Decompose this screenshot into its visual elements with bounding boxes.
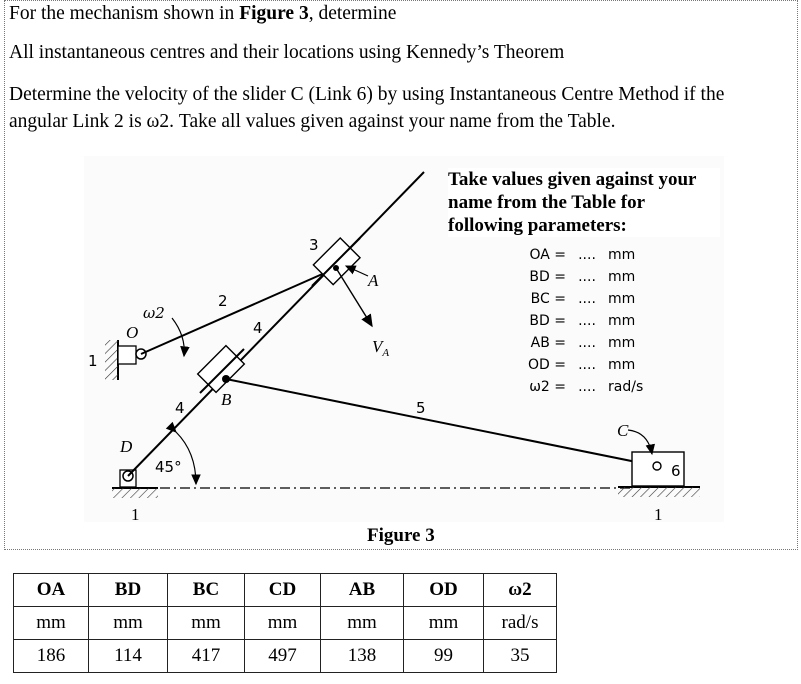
parameter-dots: .... xyxy=(578,357,596,373)
table-header-cell: CD xyxy=(245,574,321,607)
table-value-cell: 186 xyxy=(14,640,89,673)
label-B: B xyxy=(221,390,232,409)
parameter-row xyxy=(476,379,643,401)
parameter-label: AB = xyxy=(530,335,566,351)
parameter-label: BD = xyxy=(529,269,566,285)
parameter-dots: .... xyxy=(578,379,596,395)
label-link-4-upper: 4 xyxy=(253,319,263,337)
parameter-row xyxy=(476,335,643,357)
label-D: D xyxy=(120,437,133,456)
parameter-unit: mm xyxy=(608,291,636,307)
ground-D-hatch xyxy=(112,488,158,498)
ground-left-hatch xyxy=(105,340,118,380)
parameter-label: OA = xyxy=(529,247,566,263)
parameter-unit: mm xyxy=(608,335,636,351)
parameter-dots: .... xyxy=(578,291,596,307)
parameter-dots: .... xyxy=(578,247,596,263)
parameter-label: ω2 = xyxy=(529,379,566,395)
label-VA: $V_A$ xyxy=(372,337,390,359)
table-header-cell: BC xyxy=(168,574,245,607)
label-link-5: 5 xyxy=(416,399,426,417)
parameter-row xyxy=(476,313,643,335)
label-link-6: 6 xyxy=(671,462,681,480)
table-units-row xyxy=(14,607,557,640)
parameter-unit: mm xyxy=(608,247,636,263)
label-link-4-lower: 4 xyxy=(175,399,185,417)
table-unit-cell: mm xyxy=(168,607,245,640)
pin-C xyxy=(653,462,661,470)
parameter-dots: .... xyxy=(578,313,596,329)
table-value-cell: 99 xyxy=(404,640,484,673)
table-unit-cell: mm xyxy=(321,607,404,640)
table-value-cell: 497 xyxy=(245,640,321,673)
label-A: A xyxy=(368,271,379,290)
parameter-unit: mm xyxy=(608,269,636,285)
parameter-unit: mm xyxy=(608,357,636,373)
table-header-cell: AB xyxy=(321,574,404,607)
table-value-cell: 35 xyxy=(484,640,557,673)
parameter-unit: rad/s xyxy=(608,379,644,395)
parameter-label: OD = xyxy=(528,357,566,373)
label-O: O xyxy=(126,323,139,342)
parameter-dots: .... xyxy=(578,335,596,351)
question-line-1: For the mechanism shown in Figure 3, determine xyxy=(9,3,397,24)
question-line-3: Determine the velocity of the slider C (Link 6) by using Instantaneous Centre Method if the xyxy=(9,84,725,105)
pivot-O-block xyxy=(118,346,136,364)
label-ground-left: 1 xyxy=(88,352,98,370)
parameter-row xyxy=(476,357,643,379)
figure-caption: Figure 3 xyxy=(367,525,435,546)
label-link-2: 2 xyxy=(218,292,228,310)
question-line-2: All instantaneous centres and their locations using Kennedy’s Theorem xyxy=(9,42,565,63)
parameter-row xyxy=(476,291,643,313)
label-angle: 45° xyxy=(155,458,182,476)
parameter-dots: .... xyxy=(578,269,596,285)
table-value-cell: 417 xyxy=(168,640,245,673)
label-link-3: 3 xyxy=(309,236,319,254)
table-unit-cell: mm xyxy=(14,607,89,640)
table-unit-cell: mm xyxy=(404,607,484,640)
parameter-label: BD = xyxy=(529,313,566,329)
table-header-row xyxy=(14,574,557,607)
values-table xyxy=(13,573,557,673)
table-value-cell: 138 xyxy=(321,640,404,673)
table-header-cell: OD xyxy=(404,574,484,607)
table-unit-cell: mm xyxy=(89,607,168,640)
parameter-list xyxy=(476,247,643,401)
label-ground-D: 1 xyxy=(131,505,140,524)
parameter-unit: mm xyxy=(608,313,636,329)
table-header-cell: OA xyxy=(14,574,89,607)
parameter-label: BC = xyxy=(530,291,566,307)
label-omega: ω2 xyxy=(143,304,165,322)
table-values-row xyxy=(14,640,557,673)
ground-C-hatch xyxy=(618,487,700,497)
table-unit-cell: rad/s xyxy=(484,607,557,640)
label-C: C xyxy=(617,421,629,440)
table-unit-cell: mm xyxy=(245,607,321,640)
question-line-4: angular Link 2 is ω2. Take all values given against your name from the Table. xyxy=(9,111,616,132)
table-header-cell: ω2 xyxy=(484,574,557,607)
parameters-note: Take values given against your name from the Table for following parameters: xyxy=(448,168,720,237)
table-header-cell: BD xyxy=(89,574,168,607)
table-value-cell: 114 xyxy=(89,640,168,673)
parameter-row xyxy=(476,247,643,269)
pin-B xyxy=(222,375,230,383)
parameter-row xyxy=(476,269,643,291)
label-ground-C: 1 xyxy=(654,505,663,524)
